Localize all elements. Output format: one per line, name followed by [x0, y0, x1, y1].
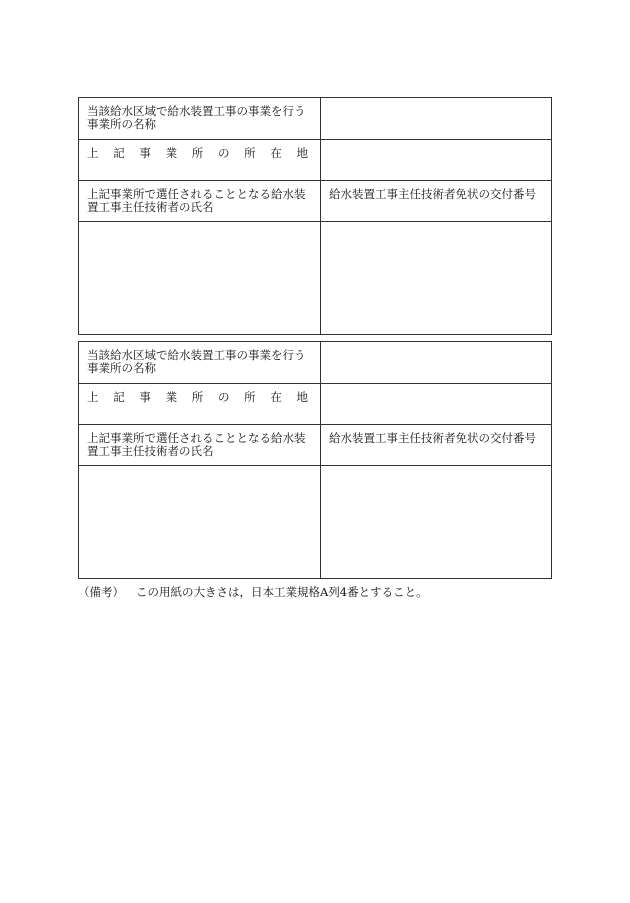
office-address-field[interactable] [321, 384, 552, 425]
remark-note [78, 585, 428, 599]
engineer-name-label: 上記事業所で選任されることとなる給水装置工事主任技術者の氏名 [79, 181, 321, 222]
office-address-label: 上 記 事 業 所 の 所 在 地 [79, 384, 321, 425]
office-name-field[interactable] [321, 342, 552, 384]
engineer-name-field[interactable] [79, 466, 321, 579]
office-address-field[interactable] [321, 140, 552, 181]
license-number-field[interactable] [321, 222, 552, 335]
office-name-row [79, 98, 552, 140]
remark-tag: （備考） [78, 585, 124, 599]
office-name-label: 当該給水区域で給水装置工事の事業を行う事業所の名称 [79, 342, 321, 384]
engineer-name-field[interactable] [79, 222, 321, 335]
office-name-row [79, 342, 552, 384]
license-number-label: 給水装置工事主任技術者免状の交付番号 [321, 181, 552, 222]
engineer-name-label: 上記事業所で選任されることとなる給水装置工事主任技術者の氏名 [79, 425, 321, 466]
office-address-label: 上 記 事 業 所 の 所 在 地 [79, 140, 321, 181]
engineer-entry-row [79, 222, 552, 335]
license-number-field[interactable] [321, 466, 552, 579]
office-form-table-1 [78, 97, 552, 335]
office-name-field[interactable] [321, 98, 552, 140]
office-name-label: 当該給水区域で給水装置工事の事業を行う事業所の名称 [79, 98, 321, 140]
engineer-header-row [79, 425, 552, 466]
remark-text: この用紙の大きさは，日本工業規格A列4番とすること。 [136, 585, 428, 599]
engineer-header-row [79, 181, 552, 222]
office-address-row [79, 140, 552, 181]
office-address-row [79, 384, 552, 425]
office-form-table-2 [78, 341, 552, 579]
license-number-label: 給水装置工事主任技術者免状の交付番号 [321, 425, 552, 466]
engineer-entry-row [79, 466, 552, 579]
